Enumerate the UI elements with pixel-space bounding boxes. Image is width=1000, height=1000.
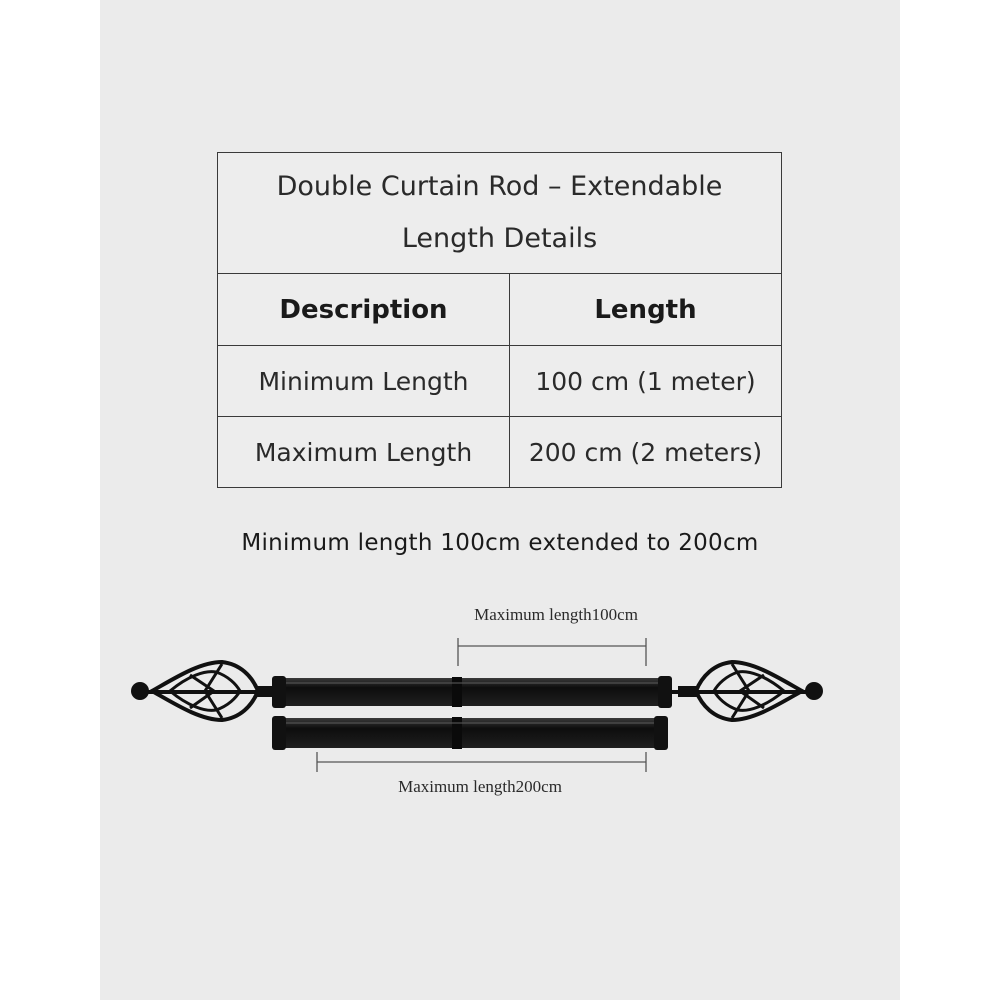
table-row — [218, 346, 782, 417]
header-description: Description — [218, 274, 510, 346]
curtain-rod-diagram — [0, 590, 1000, 810]
bottom-dimension-marker — [317, 752, 646, 796]
table-title-row — [218, 153, 782, 274]
content-panel — [100, 0, 900, 1000]
row-min-description: Minimum Length — [218, 346, 510, 417]
extension-caption: Minimum length 100cm extended to 200cm — [241, 530, 759, 556]
row-max-description: Maximum Length — [218, 417, 510, 488]
table-row — [218, 417, 782, 488]
bottom-dimension-label: Maximum length200cm — [398, 777, 562, 796]
upper-rod-tube — [272, 676, 672, 708]
table-title-line-1: Double Curtain Rod – Extendable — [276, 171, 723, 202]
row-min-length: 100 cm (1 meter) — [510, 346, 782, 417]
length-details-table — [217, 152, 782, 488]
top-dimension-label: Maximum length100cm — [474, 605, 638, 624]
header-length: Length — [510, 274, 782, 346]
top-dimension-marker — [458, 605, 646, 666]
table-title — [218, 153, 782, 274]
table-header-row — [218, 274, 782, 346]
lower-rod-tube — [272, 716, 668, 750]
row-max-length: 200 cm (2 meters) — [510, 417, 782, 488]
table-title-line-2: Length Details — [401, 223, 598, 254]
